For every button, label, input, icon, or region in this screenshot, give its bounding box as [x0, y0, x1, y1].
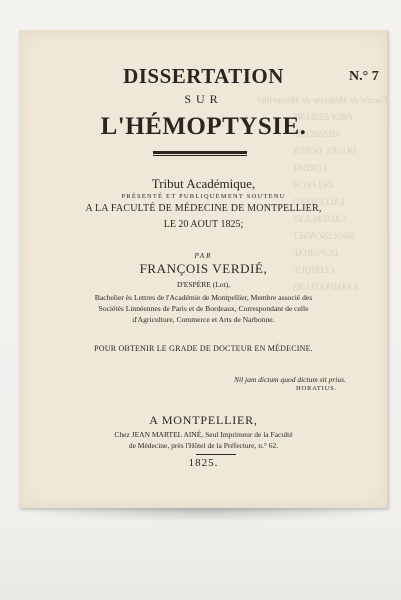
imprint-year: 1825. [188, 457, 219, 469]
presente-line: PRÉSENTÉ ET PUBLIQUEMENT SOUTENU [121, 193, 286, 200]
bleed-through-text: Faculté de Médecine de Montpellier PROFESSEURS MESSIEURS DUGÈS, DOYEN LORDAT DELPECH LALLEMAND CAIZERGUES BROUSSONNET DUPORTAL CLINIQUE EXAMINATEURS [257, 95, 388, 292]
title-rule [153, 151, 247, 154]
author-origin: D'ESPÈRE (Lot), [176, 280, 231, 289]
tribut-line: Tribut Académique, [151, 176, 256, 191]
grade-line: POUR OBTENIR LE GRADE DE DOCTEUR EN MÉDECINE. [94, 344, 313, 353]
epigraph-quote: Nil jam dictum quod dictum sit prius. [234, 375, 346, 384]
printer-line: de Médecine, près l'Hôtel de la Préfecture, n.° 62. [128, 441, 279, 450]
title-line-sur: SUR [184, 92, 223, 106]
title-page [19, 30, 388, 508]
par-line: PAR [194, 252, 213, 260]
title-line-hemoptysie: L'HÉMOPTYSIE. [100, 113, 307, 140]
printer-line: Chez JEAN MARTEL AINÉ, Seul Imprimeur de la Faculté [114, 430, 293, 439]
description-line: d'Agriculture, Commerce et Arts de Narbonne. [132, 315, 275, 324]
author-name: FRANÇOIS VERDIÉ, [139, 261, 268, 276]
imprint-city: A MONTPELLIER, [149, 413, 258, 427]
dissertation-number: N.° 7 [349, 69, 379, 84]
description-line: Sociétés Linnéennes de Paris et de Bordeaux, Correspondant de celle [98, 304, 309, 313]
epigraph-author: HORATIUS. [296, 385, 337, 392]
date-line: LE 20 AOUT 1825; [163, 219, 244, 230]
imprint-printer [19, 429, 388, 451]
faculte-line: A LA FACULTÉ DE MÉDECINE DE MONTPELLIER, [85, 203, 322, 214]
author-description [19, 292, 388, 325]
title-line-dissertation: DISSERTATION [123, 64, 284, 88]
description-line: Bachelier ès Lettres de l'Académie de Montpellier, Membre associé des [94, 293, 313, 302]
title-rule-thin [153, 155, 247, 156]
imprint-rule [196, 454, 236, 455]
